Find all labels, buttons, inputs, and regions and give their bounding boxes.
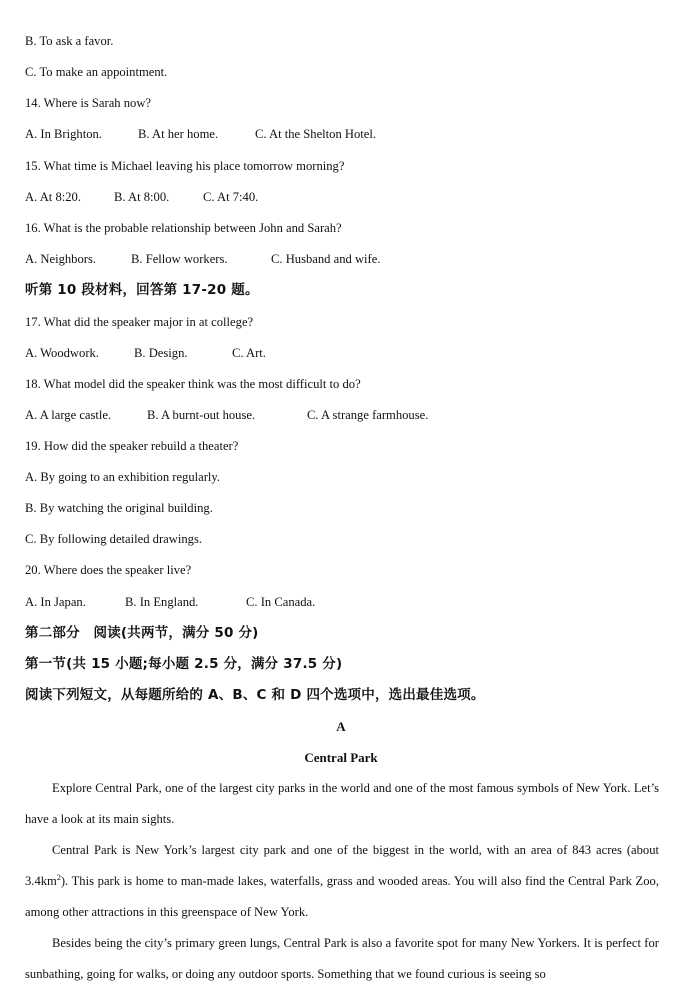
options-16 bbox=[25, 251, 380, 267]
option-a: A. In Brighton. bbox=[25, 127, 102, 141]
option-b: B. At 8:00. bbox=[114, 190, 170, 204]
superscript: 2 bbox=[56, 872, 61, 882]
option-b: B. A burnt-out house. bbox=[147, 408, 256, 422]
paragraph-2-text-cont: ). This park is home to man-made lakes, waterfalls, grass and wooded areas. You will also find the Central Park Zoo, among other attractions in this greenspace of New York. bbox=[25, 874, 659, 919]
option-b: B. In England. bbox=[125, 595, 199, 609]
option-c: C. Art. bbox=[232, 346, 266, 360]
part-heading: 第二部分 阅读(共两节，满分 50 分) bbox=[25, 625, 259, 641]
option-c: C. By following detailed drawings. bbox=[25, 532, 202, 546]
options-18 bbox=[25, 407, 428, 423]
passage-letter: A bbox=[336, 719, 346, 734]
option-b: B. By watching the original building. bbox=[25, 501, 213, 515]
option-a: A. A large castle. bbox=[25, 408, 112, 422]
question-20: 20. Where does the speaker live? bbox=[25, 563, 192, 577]
paragraph-2-text: Central Park is New York’s largest city park and one of the biggest in the world, with an area of 843 acres (about 3.4km bbox=[25, 843, 659, 888]
section-heading: 第一节(共 15 小题;每小题 2.5 分，满分 37.5 分) bbox=[25, 656, 343, 672]
section-instruction: 听第 10 段材料，回答第 17-20 题。 bbox=[25, 282, 259, 298]
option-b: B. At her home. bbox=[138, 127, 219, 141]
options-20 bbox=[25, 594, 315, 610]
reading-instruction: 阅读下列短文，从每题所给的 A、B、C 和 D 四个选项中，选出最佳选项。 bbox=[25, 687, 485, 703]
option-a: A. In Japan. bbox=[25, 595, 86, 609]
question-18: 18. What model did the speaker think was the most difficult to do? bbox=[25, 377, 361, 391]
option-line: C. To make an appointment. bbox=[25, 65, 168, 79]
option-c: C. At the Shelton Hotel. bbox=[255, 127, 377, 141]
paragraph-1: Explore Central Park, one of the largest city parks in the world and one of the most famous symbols of New York. Let’s have a look at its main sights. bbox=[25, 781, 659, 826]
question-16: 16. What is the probable relationship between John and Sarah? bbox=[25, 221, 342, 235]
question-14: 14. Where is Sarah now? bbox=[25, 96, 152, 110]
option-c: C. In Canada. bbox=[246, 595, 316, 609]
paragraph-3: Besides being the city’s primary green lungs, Central Park is also a favorite spot for many New Yorkers. It is perfect for sunbathing, going for walks, or doing any outdoor sports. Something that we found curious is seeing so bbox=[25, 936, 659, 981]
option-a: A. By going to an exhibition regularly. bbox=[25, 470, 221, 484]
option-a: A. Woodwork. bbox=[25, 346, 99, 360]
option-b: B. Fellow workers. bbox=[131, 252, 228, 266]
options-15 bbox=[25, 189, 258, 205]
options-17 bbox=[25, 345, 266, 361]
option-b: B. Design. bbox=[134, 346, 188, 360]
option-a: A. At 8:20. bbox=[25, 190, 81, 204]
option-c: C. A strange farmhouse. bbox=[307, 408, 429, 422]
option-c: C. Husband and wife. bbox=[271, 252, 381, 266]
question-15: 15. What time is Michael leaving his place tomorrow morning? bbox=[25, 159, 345, 173]
option-c: C. At 7:40. bbox=[203, 190, 259, 204]
passage-title: Central Park bbox=[304, 750, 378, 765]
options-14 bbox=[25, 126, 376, 142]
question-19: 19. How did the speaker rebuild a theater? bbox=[25, 439, 239, 453]
paragraph-2 bbox=[25, 835, 659, 928]
question-17: 17. What did the speaker major in at college? bbox=[25, 315, 254, 329]
option-a: A. Neighbors. bbox=[25, 252, 97, 266]
option-line: B. To ask a favor. bbox=[25, 34, 114, 48]
